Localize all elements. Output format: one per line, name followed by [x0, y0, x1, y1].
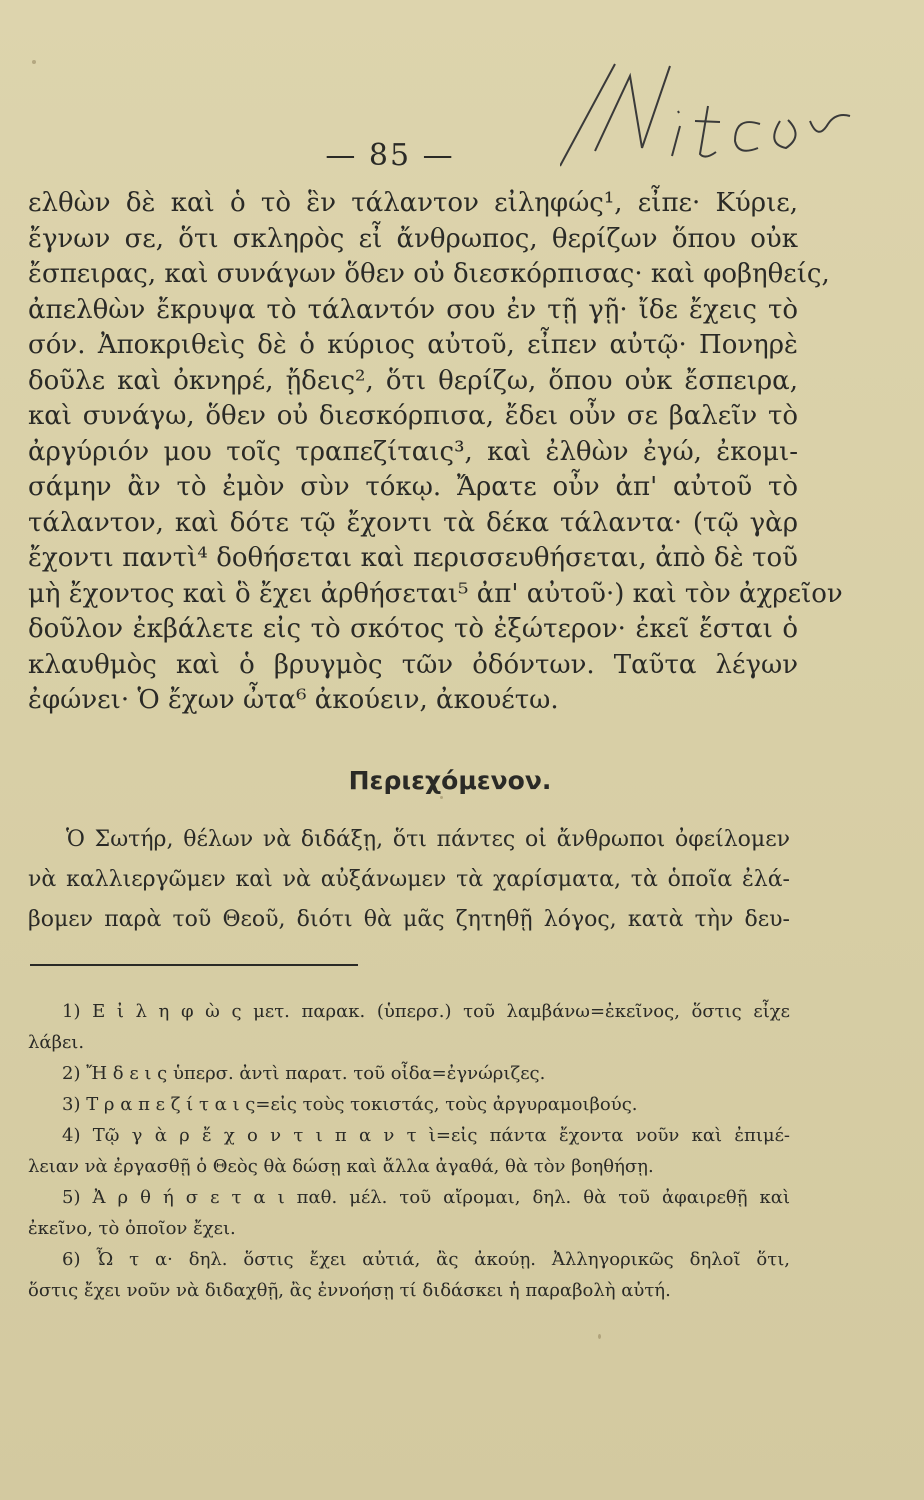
- text-line: ελθὼν δὲ καὶ ὁ τὸ ἓν τάλαντον εἰληφώς¹, εἶπε· Κύριε,: [28, 188, 798, 218]
- text-line: ἔγνων σε, ὅτι σκληρὸς εἶ ἄνθρωπος, θερίζων ὅπου οὐκ: [28, 223, 798, 254]
- paper-spot: [32, 60, 36, 64]
- gospel-text: [28, 186, 843, 719]
- text-line: σόν. Ἀποκριθεὶς δὲ ὁ κύριος αὐτοῦ, εἶπεν αὐτῷ· Πονηρὲ: [28, 330, 798, 360]
- section-title: Περιεχόμενον.: [348, 766, 552, 795]
- footnote-line: 1) Ε ἰ λ η φ ὼ ς μετ. παρακ. (ὑπερσ.) τοῦ λαμβάνω=ἐκεῖνος, ὅστις εἶχε: [62, 1001, 790, 1022]
- footnote-line: 4) Τῷ γ ὰ ρ ἔ χ ο ν τ ι π α ν τ ὶ=εἰς πάντα ἔχοντα νοῦν καὶ ἐπιμέ-: [62, 1125, 790, 1146]
- text-line: ἐφώνει· Ὁ ἔχων ὦτα⁶ ἀκούειν, ἀκουέτω.: [28, 685, 559, 715]
- footnote-line: 3) Τ ρ α π ε ζ ί τ α ι ς=εἰς τοὺς τοκιστάς, τοὺς ἀργυραμοιβούς.: [62, 1094, 638, 1115]
- text-line: κλαυθμὸς καὶ ὁ βρυγμὸς τῶν ὀδόντων. Ταῦτα λέγων: [28, 649, 798, 680]
- text-line: τάλαντον, καὶ δότε τῷ ἔχοντι τὰ δέκα τάλαντα· (τῷ γὰρ: [28, 507, 798, 538]
- footnote-line: λειαν νὰ ἐργασθῇ ὁ Θεὸς θὰ δώσῃ καὶ ἄλλα ἀγαθά, θὰ τὸν βοηθήσῃ.: [28, 1156, 654, 1177]
- text-line: ἔχοντι παντὶ⁴ δοθήσεται καὶ περισσευθήσεται, ἀπὸ δὲ τοῦ: [28, 543, 798, 573]
- footnote-line: 2) Ἤ δ ε ι ς ὑπερσ. ἀντὶ παρατ. τοῦ οἶδα=ἐγνώριζες.: [62, 1063, 546, 1084]
- footnotes: [28, 996, 790, 1306]
- footnote-line: 6) Ὦ τ α· δηλ. ὅστις ἔχει αὐτιά, ἂς ἀκούῃ. Ἀλληγορικῶς δηλοῖ ὅτι,: [62, 1249, 790, 1270]
- page-number: — 85 —: [325, 138, 455, 173]
- paper-spot: [598, 1334, 601, 1339]
- footnote-divider: [30, 964, 358, 966]
- text-line: δοῦλε καὶ ὀκνηρέ, ᾔδεις², ὅτι θερίζω, ὅπου οὐκ ἔσπειρα,: [28, 365, 798, 396]
- paper-spot: [440, 796, 443, 799]
- text-line: ἀπελθὼν ἔκρυψα τὸ τάλαντόν σου ἐν τῇ γῇ· ἴδε ἔχεις τὸ: [28, 294, 798, 325]
- text-line: ἔσπειρας, καὶ συνάγων ὅθεν οὐ διεσκόρπισας· καὶ φοβηθείς,: [28, 259, 830, 289]
- text-line: μὴ ἔχοντος καὶ ὃ ἔχει ἀρθήσεται⁵ ἀπ' αὐτοῦ·) καὶ τὸν ἀχρεῖον: [28, 578, 843, 609]
- summary-line: Ὁ Σωτήρ, θέλων νὰ διδάξῃ, ὅτι πάντες οἱ ἄνθρωποι ὀφείλομεν: [66, 827, 790, 852]
- text-line: δοῦλον ἐκβάλετε εἰς τὸ σκότος τὸ ἐξώτερον· ἐκεῖ ἔσται ὁ: [28, 614, 798, 644]
- summary-line: νὰ καλλιεργῶμεν καὶ νὰ αὐξάνωμεν τὰ χαρίσματα, τὰ ὁποῖα ἐλά-: [28, 867, 790, 892]
- handwritten-note: [560, 56, 860, 176]
- footnote-line: λάβει.: [28, 1032, 85, 1053]
- footnote-line: ὅστις ἔχει νοῦν νὰ διδαχθῇ, ἂς ἐννοήσῃ τί διδάσκει ἡ παραβολὴ αὐτή.: [28, 1280, 671, 1301]
- text-line: ἀργύριόν μου τοῖς τραπεζίταις³, καὶ ἐλθὼν ἐγώ, ἐκομι-: [28, 436, 798, 467]
- text-line: καὶ συνάγω, ὅθεν οὐ διεσκόρπισα, ἔδει οὖν σε βαλεῖν τὸ: [28, 401, 798, 431]
- text-line: σάμην ἂν τὸ ἐμὸν σὺν τόκῳ. Ἄρατε οὖν ἀπ' αὐτοῦ τὸ: [28, 472, 798, 502]
- summary-text: [28, 820, 790, 940]
- summary-line: βομεν παρὰ τοῦ Θεοῦ, διότι θὰ μᾶς ζητηθῇ λόγος, κατὰ τὴν δευ-: [28, 907, 790, 932]
- footnote-line: 5) Ἀ ρ θ ή σ ε τ α ι παθ. μέλ. τοῦ αἴρομαι, δηλ. θὰ τοῦ ἀφαιρεθῇ καὶ: [62, 1187, 790, 1208]
- footnote-line: ἐκεῖνο, τὸ ὁποῖον ἔχει.: [28, 1218, 236, 1239]
